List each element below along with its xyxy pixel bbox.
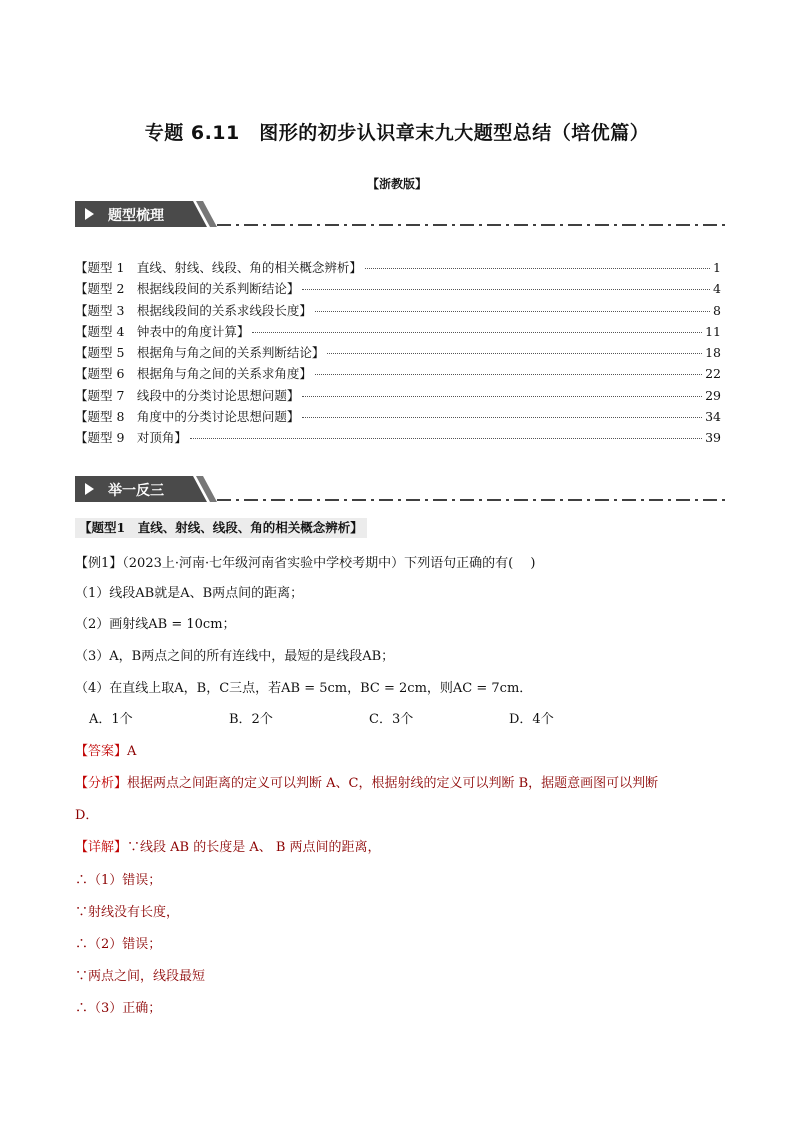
toc-entry-title: 【题型 8 角度中的分类讨论思想问题】 (75, 409, 300, 425)
page-title: 专题 6.11 图形的初步认识章末九大题型总结（培优篇） (144, 122, 650, 144)
option-b: B．2个 (229, 712, 273, 727)
toc-entry-title: 【题型 4 钟表中的角度计算】 (75, 323, 250, 339)
section-heading: 【题型1 直线、射线、线段、角的相关概念辨析】 (75, 518, 367, 538)
statement-item: （1）线段AB就是A、B两点间的距离； (75, 586, 304, 601)
toc-entry[interactable] (75, 322, 721, 343)
answer-options (89, 708, 649, 727)
detail-step: ∴（1）错误； (75, 873, 162, 888)
toc-leader-dots (365, 268, 710, 269)
toc-leader-dots (302, 396, 702, 397)
toc-page-number: 4 (713, 281, 721, 297)
toc-leader-dots (302, 417, 702, 418)
toc-entry[interactable] (75, 279, 721, 300)
toc-page-number: 1 (713, 260, 721, 275)
toc-entry-title: 【题型 9 对顶角】 (75, 430, 187, 446)
toc-entry[interactable] (75, 258, 721, 279)
example-label: 【例1】 (75, 556, 123, 571)
toc-page-number: 18 (705, 345, 721, 361)
detail-step: ∵射线没有长度， (75, 905, 180, 920)
analysis-line (75, 772, 658, 791)
statement-item: （4）在直线上取A，B，C三点，若AB = 5cm，BC = 2cm，则AC = 7cm． (75, 681, 533, 696)
example-question (75, 552, 535, 571)
toc-page-number: 29 (705, 387, 721, 403)
banner-shape (75, 476, 725, 502)
toc-entry-title: 【题型 6 根据角与角之间的关系求角度】 (75, 366, 312, 382)
edition-label: 【浙教版】 (366, 177, 427, 191)
toc-leader-dots (190, 438, 702, 439)
detail-line (75, 836, 381, 855)
toc-leader-dots (302, 289, 710, 290)
example-text: （2023上·河南·七年级河南省实验中学校考期中）下列语句正确的有( ) (122, 556, 536, 571)
toc-page-number: 8 (713, 302, 721, 318)
statement-item: （3）A，B两点之间的所有连线中，最短的是线段AB； (75, 649, 395, 664)
toc-entry[interactable] (75, 301, 721, 322)
toc-entry[interactable] (75, 407, 721, 428)
analysis-label: 【分析】 (75, 776, 128, 791)
toc-entry-title: 【题型 3 根据线段间的关系求线段长度】 (75, 302, 312, 318)
detail-text: ∵线段 AB 的长度是 A、 B 两点间的距离， (127, 840, 381, 855)
option-c: C．3个 (369, 712, 414, 727)
toc-leader-dots (315, 374, 702, 375)
answer-label: 【答案】 (75, 744, 128, 759)
toc-page-number: 22 (705, 366, 721, 382)
analysis-text: 根据两点之间距离的定义可以判断 A、C，根据射线的定义可以判断 B，据题意画图可以判断 (127, 776, 659, 791)
section-banner-topic-overview (75, 201, 725, 229)
section-banner-examples (75, 476, 725, 504)
banner-shape (75, 201, 725, 227)
analysis-continuation: D． (75, 808, 99, 823)
toc-leader-dots (252, 332, 702, 333)
toc-page-number: 39 (705, 430, 721, 446)
toc-entry-title: 【题型 1 直线、射线、线段、角的相关概念辨析】 (75, 260, 362, 275)
toc-entry[interactable] (75, 364, 721, 385)
option-a: A．1个 (89, 712, 133, 727)
toc-entry[interactable] (75, 343, 721, 364)
toc-entry[interactable] (75, 386, 721, 407)
detail-step: ∴（3）正确； (75, 1001, 162, 1016)
toc-entry-title: 【题型 2 根据线段间的关系判断结论】 (75, 281, 300, 297)
answer-value: A (127, 744, 137, 759)
table-of-contents (75, 258, 721, 450)
banner-label: 举一反三 (108, 483, 164, 499)
toc-page-number: 34 (705, 409, 721, 425)
statement-item: （2）画射线AB = 10cm； (75, 617, 236, 632)
banner-label: 题型梳理 (108, 208, 164, 224)
detail-step: ∵两点之间，线段最短 (75, 969, 206, 984)
toc-entry[interactable] (75, 428, 721, 449)
toc-leader-dots (315, 311, 710, 312)
toc-entry-title: 【题型 7 线段中的分类讨论思想问题】 (75, 387, 300, 403)
toc-page-number: 11 (705, 323, 721, 339)
detail-label: 【详解】 (75, 840, 128, 855)
toc-entry-title: 【题型 5 根据角与角之间的关系判断结论】 (75, 345, 325, 361)
option-d: D．4个 (509, 712, 554, 727)
answer-line (75, 740, 136, 759)
detail-step: ∴（2）错误； (75, 937, 162, 952)
toc-leader-dots (327, 353, 702, 354)
